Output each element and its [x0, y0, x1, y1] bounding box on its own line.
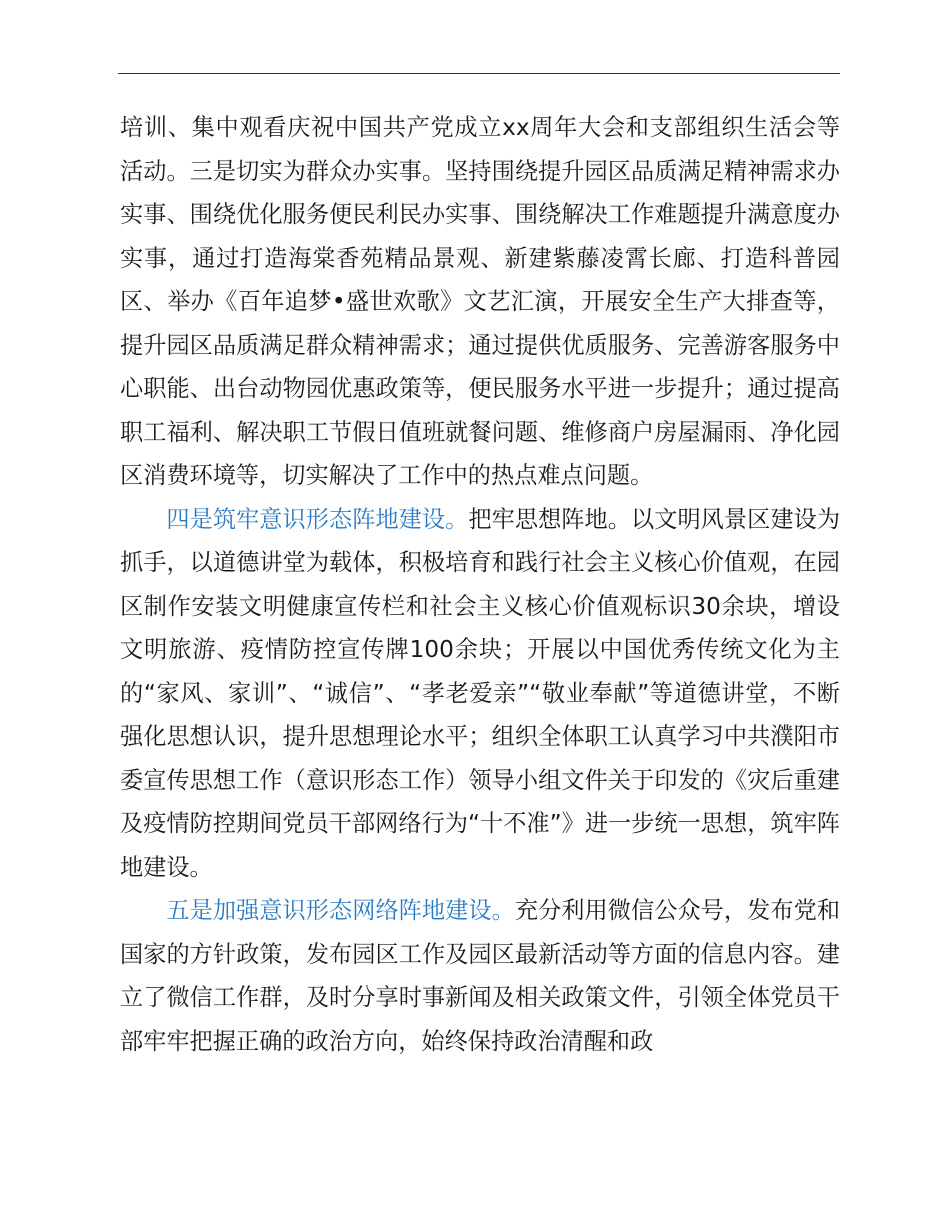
paragraph-body: 培训、集中观看庆祝中国共产党成立xx周年大会和支部组织生活会等活动。三是切实为群众办实事。坚持围绕提升园区品质满足精神需求办实事、围绕优化服务便民利民办实事、围绕解决工作难题提升满意度办实事，通过打造海棠香苑精品景观、新建紫藤凌霄长廊、打造科普园区、举办《百年追梦•盛世欢歌》文艺汇演，开展安全生产大排查等，提升园区品质满足群众精神需求；通过提供优质服务、完善游客服务中心职能、出台动物园优惠政策等，便民服务水平进一步提升；通过提高职工福利、解决职工节假日值班就餐问题、维修商户房屋漏雨、净化园区消费环境等，切实解决了工作中的热点难点问题。 — [120, 114, 840, 489]
header-rule — [118, 73, 840, 74]
document-body — [120, 106, 840, 1063]
paragraph-body: 充分利用微信公众号，发布党和国家的方针政策，发布园区工作及园区最新活动等方面的信息内容。建立了微信工作群，及时分享时事新闻及相关政策文件，引领全体党员干部牢牢把握正确的政治方向，始终保持政治清醒和政 — [120, 897, 841, 1055]
paragraph-body: 把牢思想阵地。以文明风景区建设为抓手，以道德讲堂为载体，积极培育和践行社会主义核心价值观，在园区制作安装文明健康宣传栏和社会主义核心价值观标识30余块，增设文明旅游、疫情防控宣传牌100余块；开展以中国优秀传统文化为主的“家风、家训”、“诚信”、“孝老爱亲”“敬业奉献”等道德讲堂，不断强化思想认识，提升思想理论水平；组织全体职工认真学习中共濮阳市委宣传思想工作（意识形态工作）领导小组文件关于印发的《灾后重建及疫情防控期间党员干部网络行为“十不准”》进一步统一思想，筑牢阵地建设。 — [120, 505, 841, 881]
paragraph-continuation — [120, 106, 840, 498]
paragraph-ideology-front — [120, 498, 840, 890]
paragraph-heading: 四是筑牢意识形态阵地建设。 — [166, 505, 469, 533]
paragraph-heading: 五是加强意识形态网络阵地建设。 — [166, 897, 515, 924]
paragraph-network-front — [120, 889, 840, 1063]
